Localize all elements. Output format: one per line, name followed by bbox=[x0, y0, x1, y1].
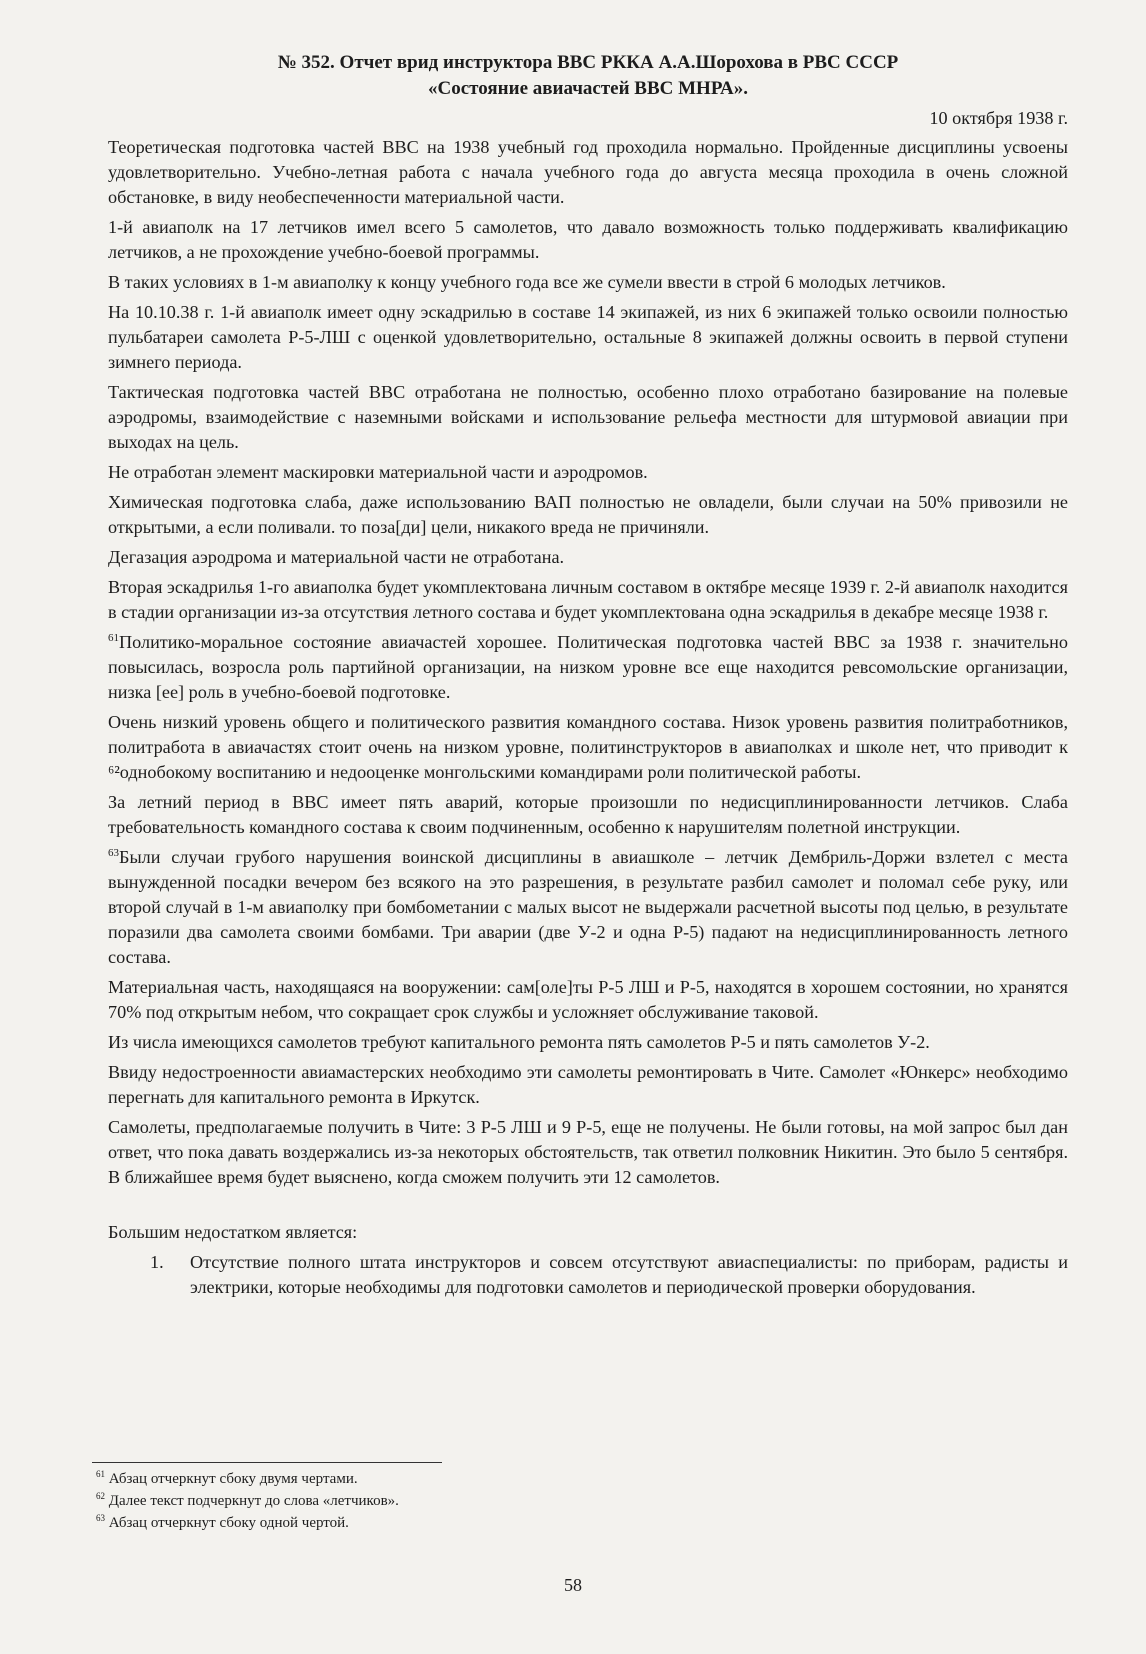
paragraph-text: Дегазация аэродрома и материальной части не отработана. bbox=[108, 547, 565, 567]
title-line-1: № 352. Отчет врид инструктора ВВС РККА А.А.Шорохова в РВС СССР bbox=[277, 52, 899, 73]
footnote-text: Абзац отчеркнут сбоку двумя чертами. bbox=[108, 1471, 358, 1487]
paragraph bbox=[108, 215, 1068, 265]
list-item-text: Отсутствие полного штата инструкторов и совсем отсутствуют авиаспециалисты: по приборам, радисты и электрики, которые необходимы для подготовки самолетов и периодической проверки оборудования. bbox=[190, 1252, 1068, 1297]
footnote-text: Далее текст подчеркнут до слова «летчиков». bbox=[108, 1493, 399, 1509]
footnote-number: 62 bbox=[96, 1491, 105, 1501]
footnote-divider bbox=[92, 1462, 442, 1463]
paragraph bbox=[108, 460, 1068, 485]
paragraph bbox=[108, 1115, 1068, 1190]
footnote-marker: 63 bbox=[108, 847, 119, 859]
paragraph-text: В таких условиях в 1-м авиаполку к концу учебного года все же сумели ввести в строй 6 молодых летчиков. bbox=[108, 272, 946, 292]
list-item-number: 1. bbox=[150, 1252, 164, 1272]
paragraph-text: Теоретическая подготовка частей ВВС на 1938 учебный год проходила нормально. Пройденные дисциплины усвоены удовлетворительно. Учебно-летная работа с начала учебного года до августа месяца проходила в очень сложной обстановке, в виду необеспеченности материальной части. bbox=[108, 137, 1068, 207]
paragraph bbox=[108, 135, 1068, 210]
paragraph-text: Из числа имеющихся самолетов требуют капитального ремонта пять самолетов Р-5 и пять самолетов У-2. bbox=[108, 1032, 930, 1052]
paragraph bbox=[108, 490, 1068, 540]
paragraph-text: За летний период в ВВС имеет пять аварий, которые произошли по недисциплинированности летчиков. Слаба требовательность командного состава к своим подчиненным, особенно к нарушителям полетной инструкции. bbox=[108, 792, 1068, 837]
list-item bbox=[150, 1250, 1068, 1300]
paragraph-text: Ввиду недостроенности авиамастерских необходимо эти самолеты ремонтировать в Чите. Самолет «Юнкерс» необходимо перегнать для капитального ремонта в Иркутск. bbox=[108, 1062, 1068, 1107]
paragraph bbox=[108, 270, 1068, 295]
paragraph-text: Тактическая подготовка частей ВВС отработана не полностью, особенно плохо отработано базирование на полевые аэродромы, взаимодействие с наземными войсками и использование рельефа местности для штурмовой авиации при выходах на цель. bbox=[108, 382, 1068, 452]
footnote-marker: 61 bbox=[108, 632, 119, 644]
paragraph bbox=[108, 575, 1068, 625]
paragraph-text: Были случаи грубого нарушения воинской дисциплины в авиашколе – летчик Дембриль-Доржи взлетел с места вынужденной посадки вечером без всякого на это разрешения, в результате разбил самолет и поломал себе руку, или второй случай в 1-м авиаполку при бомбометании с малых высот не выдержали расчетной высоты под целью, в результате поразили два самолета своими бомбами. Три аварии (две У-2 и одна Р-5) падают на недисциплинированность летного состава. bbox=[108, 847, 1068, 967]
paragraph bbox=[108, 845, 1068, 970]
footnote bbox=[96, 1490, 692, 1512]
paragraph bbox=[108, 1030, 1068, 1055]
paragraph bbox=[108, 975, 1068, 1025]
footnote-number: 63 bbox=[96, 1513, 105, 1523]
paragraph bbox=[108, 300, 1068, 375]
footnote bbox=[96, 1468, 692, 1490]
paragraph bbox=[108, 380, 1068, 455]
shortcomings-heading: Большим недостатком является: bbox=[108, 1222, 358, 1242]
document-date: 10 октября 1938 г. bbox=[929, 108, 1068, 128]
paragraph-text: Не отработан элемент маскировки материальной части и аэродромов. bbox=[108, 462, 648, 482]
paragraph bbox=[108, 710, 1068, 785]
paragraph-text: 1-й авиаполк на 17 летчиков имел всего 5 самолетов, что давало возможность только поддерживать квалификацию летчиков, а не прохождение учебно-боевой программы. bbox=[108, 217, 1068, 262]
footnotes bbox=[92, 1468, 692, 1534]
paragraph bbox=[108, 1060, 1068, 1110]
footnote bbox=[96, 1512, 692, 1534]
document-title bbox=[108, 50, 1068, 102]
paragraph-text: На 10.10.38 г. 1-й авиаполк имеет одну эскадрилью в составе 14 экипажей, из них 6 экипажей только освоили полностью пульбатареи самолета Р-5-ЛШ с оценкой удовлетворительно, остальные 8 экипажей должны освоить в первой ступени зимнего периода. bbox=[108, 302, 1068, 372]
paragraph bbox=[108, 630, 1068, 705]
page-number: 58 bbox=[564, 1575, 582, 1595]
footnote-number: 61 bbox=[96, 1469, 105, 1479]
paragraph-text: Материальная часть, находящаяся на вооружении: сам[оле]ты Р-5 ЛШ и Р-5, находятся в хорошем состоянии, но хранятся 70% под открытым небом, что сокращает срок службы и усложняет обслуживание таковой. bbox=[108, 977, 1068, 1022]
paragraph-text: Вторая эскадрилья 1-го авиаполка будет укомплектована личным составом в октябре месяце 1939 г. 2-й авиаполк находится в стадии организации из-за отсутствия летного состава и будет укомплектована одна эскадрилья в декабре месяце 1938 г. bbox=[108, 577, 1068, 622]
footnote-text: Абзац отчеркнут сбоку одной чертой. bbox=[108, 1515, 349, 1531]
title-line-2: «Состояние авиачастей ВВС МНРА». bbox=[428, 78, 748, 99]
paragraph bbox=[108, 545, 1068, 570]
paragraph-text: Очень низкий уровень общего и политического развития командного состава. Низок уровень развития политработников, политработа в авиачастях стоит очень на низком уровне, политинструкторов в авиаполках и школе нет, что приводит к ⁶²однобокому воспитанию и недооценке монгольскими командирами роли политической работы. bbox=[108, 712, 1068, 782]
main-text bbox=[108, 50, 1068, 1300]
paragraph-text: Самолеты, предполагаемые получить в Чите: 3 Р-5 ЛШ и 9 Р-5, еще не получены. Не были готовы, на мой запрос был дан ответ, что пока давать воздержались из-за некоторых обстоятельств, так ответил полковник Никитин. Это было 5 сентября. В ближайшее время будет выяснено, когда сможем получить эти 12 самолетов. bbox=[108, 1117, 1068, 1187]
shortcomings-list bbox=[108, 1250, 1068, 1300]
paragraph-list bbox=[108, 135, 1068, 1190]
paragraph bbox=[108, 790, 1068, 840]
paragraph-text: Химическая подготовка слаба, даже использованию ВАП полностью не овладели, были случаи на 50% привозили не открытыми, а если поливали. то поза[ди] цели, никакого вреда не причиняли. bbox=[108, 492, 1068, 537]
paragraph-text: Политико-моральное состояние авиачастей хорошее. Политическая подготовка частей ВВС за 1938 г. значительно повысилась, возросла роль партийной организации, на низком уровне все еще находится ревсомольские организации, низка [ее] роль в учебно-боевой подготовке. bbox=[108, 632, 1068, 702]
